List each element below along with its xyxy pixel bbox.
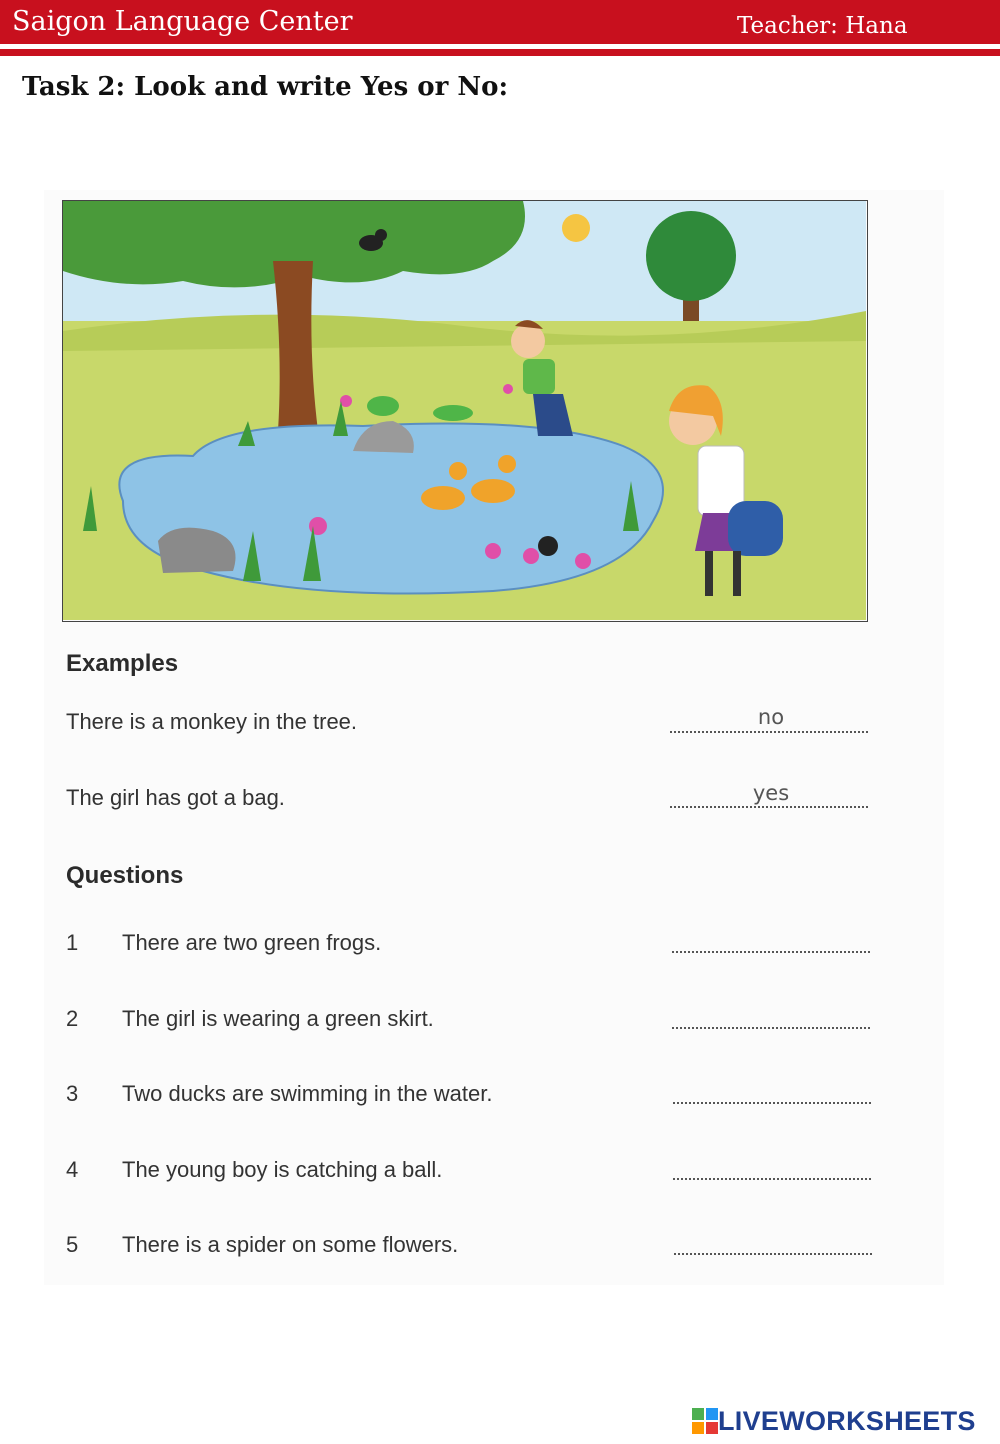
logo-grid-icon (692, 1408, 718, 1434)
task-title: Task 2: Look and write Yes or No: (22, 72, 509, 102)
examples-heading: Examples (66, 650, 179, 677)
question-1-answer[interactable] (672, 922, 874, 952)
question-1-number: 1 (66, 930, 79, 955)
question-3-text: Two ducks are swimming in the water. (122, 1081, 493, 1106)
pond-scene-illustration (62, 200, 868, 622)
question-3-answer[interactable] (673, 1073, 875, 1103)
question-5-answer[interactable] (674, 1224, 876, 1254)
sun-icon (562, 214, 590, 242)
liveworksheets-logo (692, 1404, 976, 1438)
header-divider (0, 49, 1000, 56)
question-5-number: 5 (66, 1232, 79, 1257)
spider-icon (538, 536, 558, 556)
question-3-number: 3 (66, 1081, 79, 1106)
question-2-answer[interactable] (672, 998, 874, 1028)
example-2-text: The girl has got a bag. (66, 785, 285, 810)
question-2-text: The girl is wearing a green skirt. (122, 1006, 434, 1031)
logo-text: LIVEWORKSHEETS (718, 1405, 976, 1436)
example-2-answer[interactable] (670, 778, 872, 808)
school-name: Saigon Language Center (12, 6, 353, 37)
question-4-answer[interactable] (673, 1149, 875, 1179)
example-1-answer[interactable] (670, 702, 872, 732)
example-1-text: There is a monkey in the tree. (66, 709, 358, 734)
question-4-text: The young boy is catching a ball. (122, 1157, 443, 1182)
teacher-name: Teacher: Hana (737, 13, 908, 39)
question-4-number: 4 (66, 1157, 79, 1182)
question-1-text: There are two green frogs. (122, 930, 382, 955)
question-2-number: 2 (66, 1006, 79, 1031)
question-5-text: There is a spider on some flowers. (122, 1232, 459, 1257)
questions-heading: Questions (66, 862, 184, 889)
